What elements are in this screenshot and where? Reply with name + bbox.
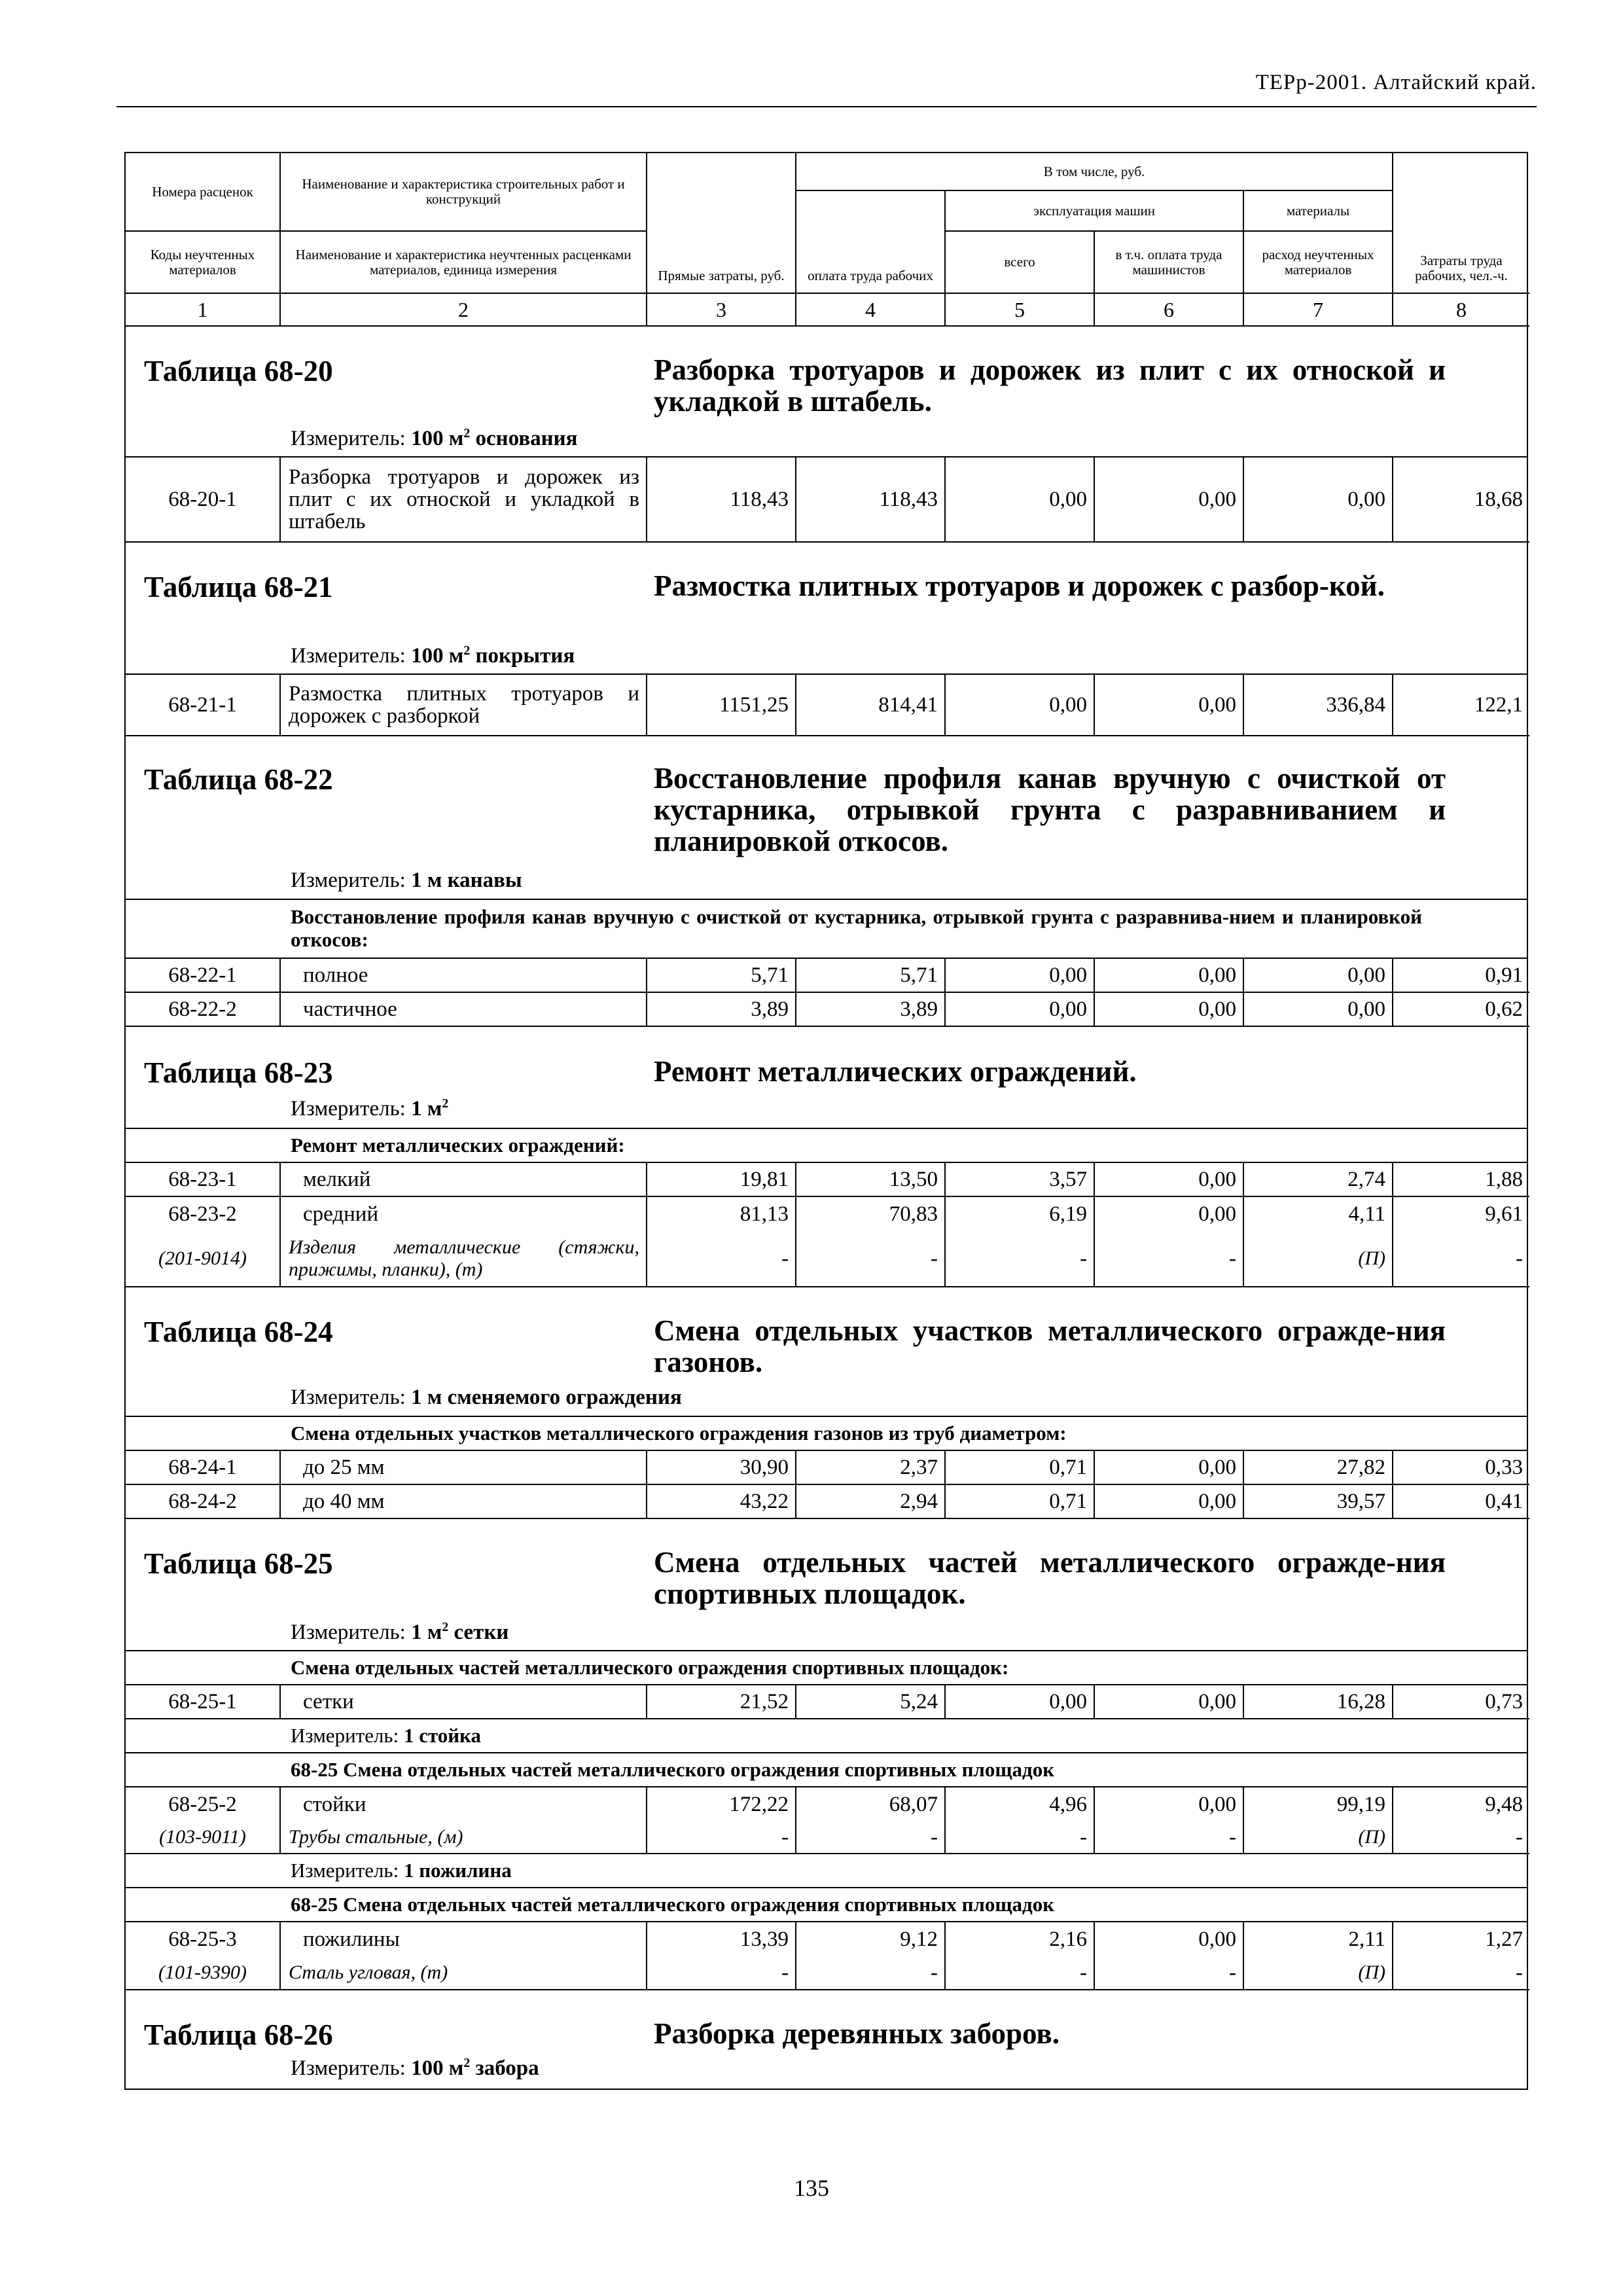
- group-heading: Восстановление профиля канав вручную с очисткой от кустарника, отрывкой грунта с разравнива-нием и планировкой откосов:: [126, 900, 1527, 959]
- labor-pay: 118,43: [796, 457, 946, 543]
- section-68-22: [126, 736, 1527, 900]
- labor-hours: 9,61: [1485, 1202, 1523, 1226]
- direct-costs: 81,13: [647, 1197, 796, 1231]
- material-description: Трубы стальные, (м): [281, 1821, 647, 1854]
- col-number: 5: [946, 294, 1095, 327]
- material-description: Сталь угловая, (т): [281, 1956, 647, 1990]
- material-row: [126, 1821, 1527, 1854]
- col-number: 6: [1095, 294, 1244, 327]
- labor-pay: 13,50: [796, 1163, 946, 1197]
- labor-hours: 122,1: [1393, 675, 1529, 736]
- machinist-pay: 0,00: [1095, 1451, 1244, 1485]
- section-68-24: [126, 1287, 1527, 1417]
- labor-pay: 3,89: [796, 993, 946, 1027]
- table-row: [126, 1163, 1527, 1197]
- machinist-pay: 0,00: [1095, 993, 1244, 1027]
- col-number: 4: [796, 294, 946, 327]
- machines-total: 0,00: [946, 457, 1095, 543]
- materials: 336,84: [1244, 675, 1393, 736]
- machinist-pay: -: [1095, 1231, 1244, 1287]
- page-number: 135: [794, 2175, 829, 2201]
- section-68-23: [126, 1027, 1527, 1129]
- rate-code: 68-22-2: [126, 993, 281, 1027]
- rate-code: 68-24-1: [126, 1451, 281, 1485]
- labor-pay: 68,07: [796, 1787, 946, 1821]
- rate-description: до 40 мм: [281, 1485, 647, 1519]
- machines-total: -: [946, 1956, 1095, 1990]
- machinist-pay: 0,00: [1095, 1163, 1244, 1197]
- machines-total: 3,57: [946, 1163, 1095, 1197]
- materials: 0,00: [1244, 993, 1393, 1027]
- table-header: [126, 153, 1527, 327]
- direct-costs: 118,43: [647, 457, 796, 543]
- header-group-materials: материалы: [1244, 191, 1393, 232]
- machines-total: 0,71: [946, 1451, 1095, 1485]
- table-row: [126, 1685, 1527, 1719]
- direct-costs: 5,71: [647, 959, 796, 993]
- machines-total: 0,00: [946, 993, 1095, 1027]
- rate-description: средний: [281, 1197, 647, 1231]
- labor-pay: 2,94: [796, 1485, 946, 1519]
- header-col2-bottom: Наименование и характеристика неучтенных расценками материалов, единица измерения: [281, 232, 647, 294]
- material-row: [126, 1231, 1527, 1287]
- machines-total: -: [946, 1821, 1095, 1854]
- rate-code: 68-25-2: [126, 1787, 281, 1821]
- table-title: Восстановление профиля канав вручную с очисткой от кустарника, отрывкой грунта с разравниванием и планировкой откосов.: [654, 762, 1446, 857]
- material-code: (103-9011): [126, 1821, 281, 1854]
- section-68-21: [126, 543, 1527, 675]
- table-row: [126, 1451, 1527, 1485]
- section-68-25: [126, 1519, 1527, 1651]
- machinist-pay: 0,00: [1095, 1197, 1244, 1231]
- labor-pay: 5,71: [796, 959, 946, 993]
- materials: 0,00: [1244, 959, 1393, 993]
- materials: (П): [1244, 1956, 1393, 1990]
- sub-measure: Измеритель: 1 пожилина: [126, 1854, 1527, 1888]
- col-number: 7: [1244, 294, 1393, 327]
- table-row: [126, 1787, 1527, 1821]
- rate-description: мелкий: [281, 1163, 647, 1197]
- table-measure: Измеритель: 100 $м^2$ покрытия: [291, 643, 575, 668]
- table-title: Смена отдельных частей металлического огражде-ния спортивных площадок.: [654, 1546, 1446, 1610]
- materials: 2,74: [1244, 1163, 1393, 1197]
- machinist-pay: -: [1095, 1956, 1244, 1990]
- rate-code: 68-24-2: [126, 1485, 281, 1519]
- col-number: 3: [647, 294, 796, 327]
- rate-description: частичное: [281, 993, 647, 1027]
- materials: 2,11: [1244, 1922, 1393, 1956]
- table-title: Размостка плитных тротуаров и дорожек с разбор-кой.: [654, 569, 1385, 602]
- rate-description: Разборка тротуаров и дорожек из плит с их отноской и укладкой в штабель: [281, 457, 647, 543]
- header-col4: оплата труда рабочих: [796, 191, 946, 294]
- material-row: [126, 1956, 1527, 1990]
- labor-hours: 1,27: [1485, 1928, 1523, 1951]
- machines-total: 0,00: [946, 675, 1095, 736]
- rate-description: стойки: [281, 1787, 647, 1821]
- group-heading: Смена отдельных частей металлического ограждения спортивных площадок:: [126, 1651, 1527, 1685]
- header-col1-top: Номера расценок: [126, 153, 281, 232]
- labor-hours: 9,48: [1485, 1793, 1523, 1816]
- direct-costs: 13,39: [647, 1922, 796, 1956]
- header-col1-bottom: Коды неучтенных материалов: [126, 232, 281, 294]
- section-68-26: [126, 1990, 1527, 2089]
- table-measure: Измеритель: 100 $м^2$ основания: [291, 426, 578, 450]
- labor-hours: -: [1393, 1956, 1529, 1990]
- table-number: Таблица 68-20: [144, 355, 333, 387]
- table-row: [126, 457, 1527, 543]
- rate-code: 68-23-2: [126, 1197, 281, 1231]
- labor-pay: -: [796, 1821, 946, 1854]
- rate-description: сетки: [281, 1685, 647, 1719]
- table-title: Смена отдельных участков металлического огражде-ния газонов.: [654, 1314, 1446, 1378]
- col-number: 8: [1393, 294, 1529, 327]
- machinist-pay: 0,00: [1095, 675, 1244, 736]
- group-heading: Ремонт металлических ограждений:: [126, 1129, 1527, 1163]
- header-text: ТЕРр-2001. Алтайский край.: [1255, 71, 1537, 94]
- machines-total: -: [946, 1231, 1095, 1287]
- machines-total: 6,19: [946, 1197, 1095, 1231]
- header-col8: Затраты труда рабочих, чел.-ч.: [1393, 153, 1529, 294]
- direct-costs: -: [647, 1956, 796, 1990]
- rate-description: пожилины: [281, 1922, 647, 1956]
- table-number: Таблица 68-22: [144, 763, 333, 796]
- rate-description: до 25 мм: [281, 1451, 647, 1485]
- machinist-pay: 0,00: [1095, 1922, 1244, 1956]
- header-col5: всего: [946, 232, 1095, 294]
- machines-total: 0,00: [946, 1685, 1095, 1719]
- labor-hours: 0,73: [1393, 1685, 1529, 1719]
- labor-pay: 814,41: [796, 675, 946, 736]
- table-number: Таблица 68-21: [144, 571, 333, 603]
- table-title: Разборка деревянных заборов.: [654, 2017, 1060, 2050]
- group-heading: Смена отдельных участков металлического ограждения газонов из труб диаметром:: [126, 1417, 1527, 1451]
- rate-code: 68-22-1: [126, 959, 281, 993]
- table-measure: Измеритель: 100 $м^2$ забора: [291, 2056, 539, 2080]
- material-description: Изделия металлические (стяжки, прижимы, планки), (т): [281, 1231, 647, 1287]
- col-number: 1: [126, 294, 281, 327]
- header-col6: в т.ч. оплата труда машинистов: [1095, 232, 1244, 294]
- direct-costs: 3,89: [647, 993, 796, 1027]
- table-measure: Измеритель: 1 м сменяемого ограждения: [291, 1386, 682, 1409]
- machines-total: 0,00: [946, 959, 1095, 993]
- materials: 0,00: [1244, 457, 1393, 543]
- header-col7: расход неучтенных материалов: [1244, 232, 1393, 294]
- table-row: [126, 993, 1527, 1027]
- header-group-machines: эксплуатация машин: [946, 191, 1244, 232]
- materials: 99,19: [1244, 1787, 1393, 1821]
- rate-code: 68-21-1: [126, 675, 281, 736]
- header-group-all: В том числе, руб.: [796, 153, 1393, 191]
- machinist-pay: 0,00: [1095, 1787, 1244, 1821]
- group-heading: 68-25 Смена отдельных частей металлического ограждения спортивных площадок: [126, 1753, 1527, 1787]
- machinist-pay: -: [1095, 1821, 1244, 1854]
- rate-code: 68-25-3: [126, 1922, 281, 1956]
- direct-costs: -: [647, 1231, 796, 1287]
- table-number: Таблица 68-24: [144, 1316, 333, 1348]
- table-number: Таблица 68-23: [144, 1056, 333, 1089]
- direct-costs: 1151,25: [647, 675, 796, 736]
- labor-pay: 9,12: [796, 1922, 946, 1956]
- labor-hours: 18,68: [1393, 457, 1529, 543]
- rate-code: 68-20-1: [126, 457, 281, 543]
- direct-costs: 172,22: [647, 1787, 796, 1821]
- labor-hours: -: [1393, 1231, 1529, 1287]
- labor-hours: 1,88: [1393, 1163, 1529, 1197]
- table-row: [126, 1485, 1527, 1519]
- table-row: [126, 675, 1527, 736]
- machines-total: 2,16: [946, 1922, 1095, 1956]
- direct-costs: -: [647, 1821, 796, 1854]
- table-measure: Измеритель: 1 м канавы: [291, 869, 522, 892]
- machines-total: 4,96: [946, 1787, 1095, 1821]
- table-row: [126, 1197, 1527, 1231]
- materials: 27,82: [1244, 1451, 1393, 1485]
- labor-hours: 0,41: [1393, 1485, 1529, 1519]
- direct-costs: 43,22: [647, 1485, 796, 1519]
- table-row: [126, 1922, 1527, 1956]
- materials: 4,11: [1244, 1197, 1393, 1231]
- rate-code: 68-23-1: [126, 1163, 281, 1197]
- table-row: [126, 959, 1527, 993]
- rate-description: полное: [281, 959, 647, 993]
- machinist-pay: 0,00: [1095, 1685, 1244, 1719]
- machinist-pay: 0,00: [1095, 959, 1244, 993]
- labor-pay: 2,37: [796, 1451, 946, 1485]
- material-code: (201-9014): [126, 1231, 281, 1287]
- table-title: Ремонт металлических ограждений.: [654, 1055, 1137, 1088]
- section-68-20: [126, 327, 1527, 457]
- direct-costs: 21,52: [647, 1685, 796, 1719]
- direct-costs: 19,81: [647, 1163, 796, 1197]
- material-code: (101-9390): [126, 1956, 281, 1990]
- labor-pay: -: [796, 1956, 946, 1990]
- labor-pay: 70,83: [796, 1197, 946, 1231]
- materials: (П): [1244, 1231, 1393, 1287]
- materials: 39,57: [1244, 1485, 1393, 1519]
- rate-description: Размостка плитных тротуаров и дорожек с разборкой: [281, 675, 647, 736]
- materials: 16,28: [1244, 1685, 1393, 1719]
- machinist-pay: 0,00: [1095, 1485, 1244, 1519]
- running-header: [116, 71, 1537, 107]
- table-measure: Измеритель: 1 $м^2$ сетки: [291, 1620, 509, 1644]
- direct-costs: 30,90: [647, 1451, 796, 1485]
- rate-table: [124, 152, 1528, 2090]
- labor-pay: -: [796, 1231, 946, 1287]
- sub-measure: Измеритель: 1 стойка: [126, 1719, 1527, 1753]
- labor-pay: 5,24: [796, 1685, 946, 1719]
- group-heading: 68-25 Смена отдельных частей металлического ограждения спортивных площадок: [126, 1888, 1527, 1922]
- rate-code: 68-25-1: [126, 1685, 281, 1719]
- col-number: 2: [281, 294, 647, 327]
- machinist-pay: 0,00: [1095, 457, 1244, 543]
- header-col3: Прямые затраты, руб.: [647, 153, 796, 294]
- header-col2-top: Наименование и характеристика строительных работ и конструкций: [281, 153, 647, 232]
- materials: (П): [1244, 1821, 1393, 1854]
- labor-hours: -: [1393, 1821, 1529, 1854]
- table-title: Разборка тротуаров и дорожек из плит с их отноской и укладкой в штабель.: [654, 353, 1446, 418]
- table-measure: Измеритель: 1 $м^2$: [291, 1096, 449, 1121]
- table-number: Таблица 68-25: [144, 1547, 333, 1580]
- table-number: Таблица 68-26: [144, 2018, 333, 2051]
- labor-hours: 0,91: [1393, 959, 1529, 993]
- labor-hours: 0,62: [1393, 993, 1529, 1027]
- machines-total: 0,71: [946, 1485, 1095, 1519]
- labor-hours: 0,33: [1393, 1451, 1529, 1485]
